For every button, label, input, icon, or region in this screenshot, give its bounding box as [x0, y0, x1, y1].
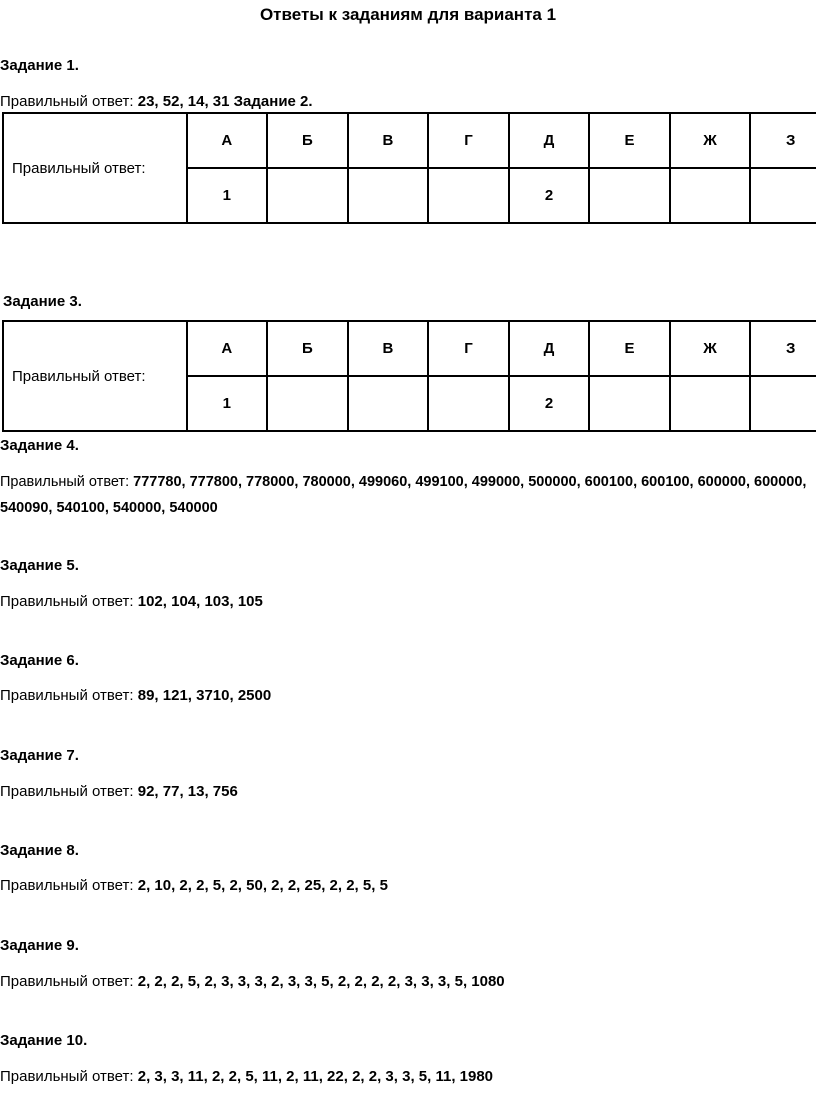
table-value-cell — [670, 168, 751, 223]
task-10-answer: 2, 3, 3, 11, 2, 2, 5, 11, 2, 11, 22, 2, 2, 3, 3, 5, 11, 1980 — [137, 1068, 494, 1085]
table-letter-cell: А — [187, 321, 268, 376]
table-letter-cell: Б — [267, 321, 348, 376]
task-3-heading: Задание 3. — [3, 293, 82, 310]
answer-label: Правильный ответ: — [0, 687, 134, 704]
task-3-answer-table — [2, 320, 816, 432]
table-value-cell — [589, 168, 670, 223]
task-5-answer-line — [0, 592, 263, 612]
task-2-heading: Задание 2. — [233, 93, 313, 110]
answer-label: Правильный ответ: — [0, 973, 134, 990]
task-4-answer-line — [0, 469, 816, 521]
table-letter-cell: Ж — [670, 113, 751, 168]
table-value-cell — [428, 168, 509, 223]
table-letter-cell: Б — [267, 113, 348, 168]
task-5-heading: Задание 5. — [0, 557, 79, 574]
task-7-heading: Задание 7. — [0, 747, 79, 764]
answer-label: Правильный ответ: — [0, 474, 130, 490]
task-2-answer-table — [2, 112, 816, 224]
table-value-cell — [428, 376, 509, 431]
task-10-answer-line — [0, 1067, 493, 1087]
table-letter-cell: Г — [428, 321, 509, 376]
answer-label: Правильный ответ: — [0, 783, 134, 800]
table-letter-cell: А — [187, 113, 268, 168]
table-value-cell: 2 — [509, 168, 590, 223]
table-letter-cell: Д — [509, 113, 590, 168]
table-letter-cell: Е — [589, 321, 670, 376]
table-value-cell — [750, 168, 816, 223]
answer-label: Правильный ответ: — [0, 877, 134, 894]
table-value-cell — [750, 376, 816, 431]
answer-label: Правильный ответ: — [0, 593, 134, 610]
task-9-answer-line — [0, 972, 505, 992]
task-1-answer: 23, 52, 14, 31 — [137, 93, 230, 110]
task-4-heading: Задание 4. — [0, 437, 79, 454]
task-8-answer: 2, 10, 2, 2, 5, 2, 50, 2, 2, 25, 2, 2, 5, 5 — [137, 877, 388, 894]
task-10-heading: Задание 10. — [0, 1032, 88, 1049]
task-1-heading: Задание 1. — [0, 57, 79, 74]
table-letter-cell: З — [750, 113, 816, 168]
task-7-answer-line — [0, 782, 238, 802]
task-6-heading: Задание 6. — [0, 652, 79, 669]
table-value-cell: 1 — [187, 376, 268, 431]
table-letter-cell: В — [348, 321, 429, 376]
answer-label: Правильный ответ: — [0, 1068, 134, 1085]
table-letter-cell: В — [348, 113, 429, 168]
table-value-cell — [267, 168, 348, 223]
page-title: Ответы к заданиям для варианта 1 — [259, 5, 557, 24]
task-5-answer: 102, 104, 103, 105 — [137, 593, 263, 610]
task-9-answer: 2, 2, 2, 5, 2, 3, 3, 3, 2, 3, 3, 5, 2, 2, 2, 2, 3, 3, 3, 5, 1080 — [137, 973, 505, 990]
task-1-answer-line — [0, 92, 313, 112]
task-6-answer-line — [0, 686, 271, 706]
table-letter-cell: Е — [589, 113, 670, 168]
table-letter-cell: Ж — [670, 321, 751, 376]
table-value-cell: 1 — [187, 168, 268, 223]
task-4-answer: 777780, 777800, 778000, 780000, 499060, 499100, 499000, 500000, 600100, 600100, 600000, 600000, 540090, 540100, 540000, 540000 — [0, 474, 807, 516]
task-8-heading: Задание 8. — [0, 842, 79, 859]
answer-label: Правильный ответ: — [0, 93, 134, 110]
table-letter-cell: Д — [509, 321, 590, 376]
task-6-answer: 89, 121, 3710, 2500 — [137, 687, 272, 704]
table-value-cell — [589, 376, 670, 431]
table-value-cell — [670, 376, 751, 431]
task-9-heading: Задание 9. — [0, 937, 79, 954]
table-answer-label: Правильный ответ: — [3, 113, 187, 223]
task-7-answer: 92, 77, 13, 756 — [137, 783, 238, 800]
table-answer-label: Правильный ответ: — [3, 321, 187, 431]
table-letter-cell: Г — [428, 113, 509, 168]
task-8-answer-line — [0, 876, 388, 896]
table-value-cell: 2 — [509, 376, 590, 431]
table-letter-cell: З — [750, 321, 816, 376]
table-value-cell — [348, 376, 429, 431]
table-value-cell — [348, 168, 429, 223]
table-value-cell — [267, 376, 348, 431]
